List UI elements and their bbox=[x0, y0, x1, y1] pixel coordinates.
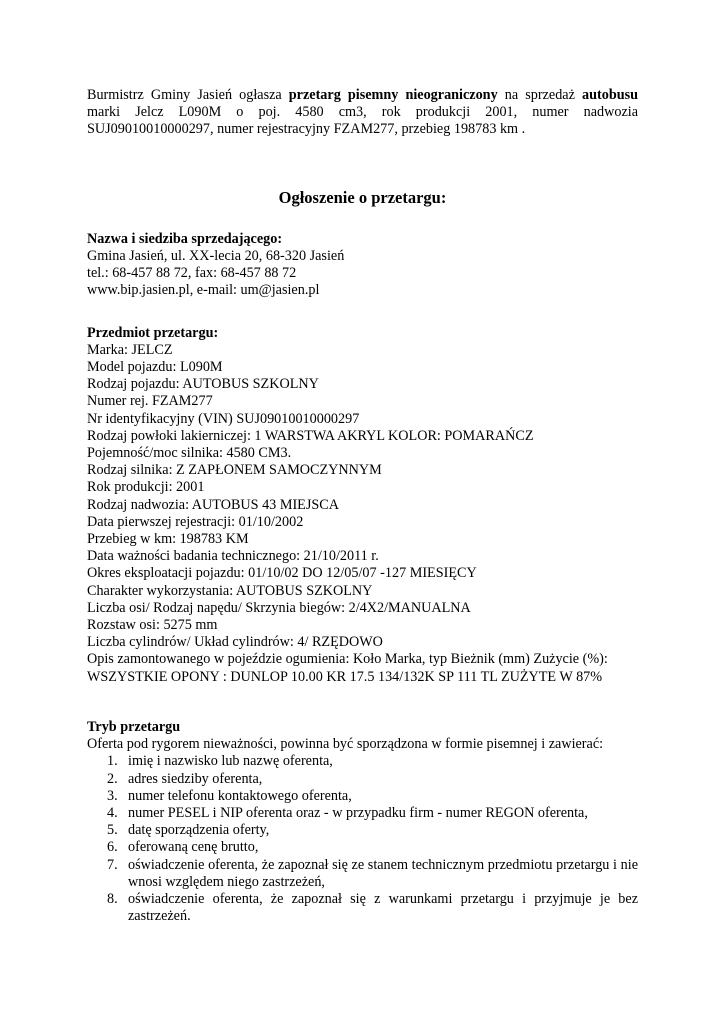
subject-line: Pojemność/moc silnika: 4580 CM3. bbox=[87, 445, 292, 462]
list-item bbox=[87, 805, 638, 822]
list-number: 4. bbox=[107, 804, 118, 821]
subject-line: Przebieg w km: 198783 KM bbox=[87, 531, 249, 548]
seller-line: tel.: 68-457 88 72, fax: 68-457 88 72 bbox=[87, 265, 297, 282]
list-number: 2. bbox=[107, 770, 118, 787]
list-text: adres siedziby oferenta, bbox=[128, 770, 263, 787]
list-item bbox=[87, 822, 638, 839]
subject-line: Rodzaj pojazdu: AUTOBUS SZKOLNY bbox=[87, 376, 319, 393]
seller-section bbox=[87, 231, 638, 300]
subject-line: WSZYSTKIE OPONY : DUNLOP 10.00 KR 17.5 134/132K SP 111 TL ZUŻYTE W 87% bbox=[87, 668, 603, 685]
intro-text: na sprzedaż bbox=[497, 87, 583, 103]
intro-line-2: marki Jelcz L090M o poj. 4580 cm3, rok produkcji 2001, numer nadwozia bbox=[87, 104, 638, 121]
subject-line: Data pierwszej rejestracji: 01/10/2002 bbox=[87, 513, 304, 530]
list-item bbox=[87, 839, 638, 856]
subject-line: Charakter wykorzystania: AUTOBUS SZKOLNY bbox=[87, 582, 373, 599]
list-text: oferowaną cenę brutto, bbox=[128, 839, 259, 856]
list-text: imię i nazwisko lub nazwę oferenta, bbox=[128, 753, 333, 770]
list-item bbox=[87, 857, 638, 891]
intro-line-3: SUJ09010010000297, numer rejestracyjny FZAM277, przebieg 198783 km . bbox=[87, 121, 526, 138]
subject-line: Rodzaj nadwozia: AUTOBUS 43 MIEJSCA bbox=[87, 496, 339, 513]
requirements-list bbox=[87, 753, 638, 925]
page-title: Ogłoszenie o przetargu: bbox=[278, 187, 447, 207]
subject-line: Liczba cylindrów/ Układ cylindrów: 4/ RZĘDOWO bbox=[87, 634, 383, 651]
mode-intro: Oferta pod rygorem nieważności, powinna być sporządzona w formie pisemnej i zawierać: bbox=[87, 736, 604, 753]
document-page bbox=[87, 87, 638, 925]
mode-heading: Tryb przetargu bbox=[87, 718, 181, 735]
subject-line: Liczba osi/ Rodzaj napędu/ Skrzynia biegów: 2/4X2/MANUALNA bbox=[87, 599, 471, 616]
list-number: 1. bbox=[107, 753, 118, 770]
list-item bbox=[87, 753, 638, 770]
subject-line: Numer rej. FZAM277 bbox=[87, 393, 213, 410]
subject-section bbox=[87, 325, 638, 686]
list-number: 5. bbox=[107, 822, 118, 839]
seller-heading: Nazwa i siedziba sprzedającego: bbox=[87, 230, 283, 247]
mode-section bbox=[87, 719, 638, 925]
list-item bbox=[87, 771, 638, 788]
subject-line: Rodzaj powłoki lakierniczej: 1 WARSTWA AKRYL KOLOR: POMARAŃCZ bbox=[87, 427, 534, 444]
list-number: 3. bbox=[107, 787, 118, 804]
intro-text: Burmistrz Gminy Jasień ogłasza bbox=[87, 87, 289, 103]
subject-line: Nr identyfikacyjny (VIN) SUJ09010010000297 bbox=[87, 410, 360, 427]
subject-line: Data ważności badania technicznego: 21/10/2011 r. bbox=[87, 548, 379, 565]
seller-line: Gmina Jasień, ul. XX-lecia 20, 68-320 Jasień bbox=[87, 248, 345, 265]
intro-line-1 bbox=[87, 87, 638, 104]
subject-line: Model pojazdu: L090M bbox=[87, 359, 223, 376]
list-text: oświadczenie oferenta, że zapoznał się ze stanem technicznym przedmiotu przetargu i nie wnosi względem niego zastrzeżeń, bbox=[128, 856, 638, 890]
seller-line: www.bip.jasien.pl, e-mail: um@jasien.pl bbox=[87, 282, 320, 299]
list-text: oświadczenie oferenta, że zapoznał się z warunkami przetargu i przyjmuje je bez zastrzeżeń. bbox=[128, 890, 638, 925]
subject-line: Okres eksploatacji pojazdu: 01/10/02 DO 12/05/07 -127 MIESIĘCY bbox=[87, 565, 477, 582]
list-text: numer telefonu kontaktowego oferenta, bbox=[128, 787, 352, 804]
list-item bbox=[87, 788, 638, 805]
list-item bbox=[87, 891, 638, 925]
subject-heading: Przedmiot przetargu: bbox=[87, 324, 219, 341]
list-text: datę sporządzenia oferty, bbox=[128, 822, 270, 839]
intro-bold-bus: autobusu bbox=[582, 87, 639, 103]
subject-line: Rozstaw osi: 5275 mm bbox=[87, 617, 218, 634]
list-number: 8. bbox=[107, 890, 118, 907]
subject-line: Opis zamontowanego w pojeździe ogumienia: Koło Marka, typ Bieżnik (mm) Zużycie (%): bbox=[87, 651, 608, 668]
subject-line: Rok produkcji: 2001 bbox=[87, 479, 205, 496]
list-number: 7. bbox=[107, 856, 118, 873]
intro-paragraph bbox=[87, 87, 638, 139]
subject-line: Marka: JELCZ bbox=[87, 341, 173, 358]
subject-line: Rodzaj silnika: Z ZAPŁONEM SAMOCZYNNYM bbox=[87, 462, 382, 479]
intro-bold-tender-type: przetarg pisemny nieograniczony bbox=[288, 87, 498, 103]
list-text: numer PESEL i NIP oferenta oraz - w przypadku firm - numer REGON oferenta, bbox=[128, 804, 588, 821]
list-number: 6. bbox=[107, 839, 118, 856]
